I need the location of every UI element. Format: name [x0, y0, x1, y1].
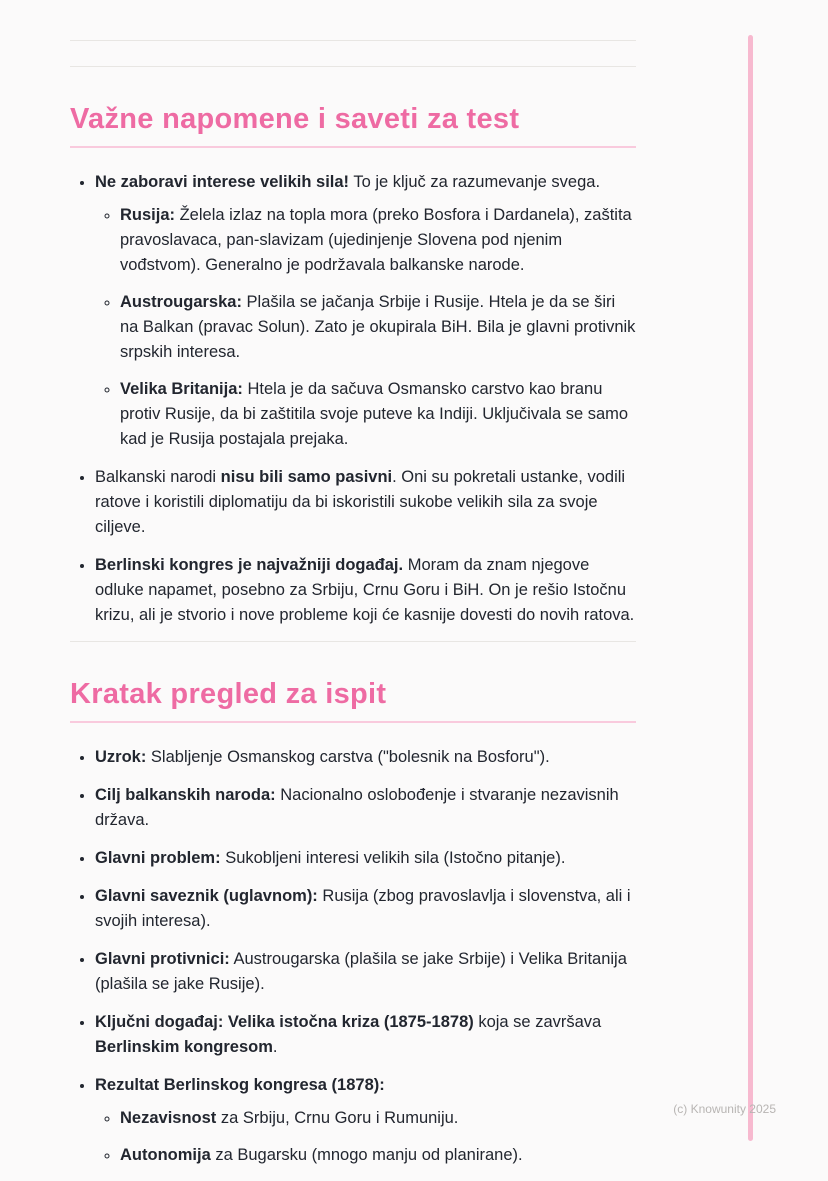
list-item-text: ◦ Nezavisnost za Srbiju, Crnu Goru i Rumuniju.	[120, 1109, 459, 1127]
section-divider	[70, 641, 636, 642]
section-summary	[70, 677, 636, 1168]
list-item-text: • Balkanski narodi nisu bili samo pasivni. Oni su pokretali ustanke, vodili ratove i koristili diplomatiju da bi iskoristili sukobe velikih sila za svoje ciljeve.	[95, 468, 626, 536]
list-item-text: • Ne zaboravi interese velikih sila! To je ključ za razumevanje svega.	[95, 173, 601, 191]
list-item	[95, 846, 636, 871]
sub-list-item	[120, 290, 636, 365]
list-item-text: ◦ Austrougarska: Plašila se jačanja Srbije i Rusije. Htela je da se širi na Balkan (pravac Solun). Zato je okupirala BiH. Bila je glavni protivnik srpskih interesa.	[120, 293, 636, 361]
list-item	[95, 1073, 636, 1168]
title-underline	[70, 721, 636, 723]
sub-list	[95, 1106, 636, 1168]
list-item-text: • Rezultat Berlinskog kongresa (1878):	[95, 1076, 385, 1094]
summary-list	[70, 745, 636, 1168]
list-item-text: • Glavni problem: Sukobljeni interesi velikih sila (Istočno pitanje).	[95, 849, 566, 867]
list-item	[95, 465, 636, 540]
list-item-text: • Uzrok: Slabljenje Osmanskog carstva ("bolesnik na Bosforu").	[95, 748, 550, 766]
title-underline	[70, 146, 636, 148]
list-item	[95, 1010, 636, 1060]
section-title-notes: Važne napomene i saveti za test	[70, 103, 520, 135]
sub-list-item	[120, 1106, 636, 1131]
list-item	[95, 947, 636, 997]
list-item	[95, 783, 636, 833]
list-item-text: • Berlinski kongres je najvažniji događaj. Moram da znam njegove odluke napamet, posebno za Srbiju, Crnu Goru i BiH. On je rešio Istočnu krizu, ali je stvorio i nove probleme koji će kasnije dovesti do novih ratova.	[95, 556, 635, 624]
list-item-text: ◦ Velika Britanija: Htela je da sačuva Osmansko carstvo kao branu protiv Rusije, da bi zaštitila svoje puteve ka Indiji. Uključivala se samo kad je Rusija postajala prejaka.	[120, 380, 629, 448]
sub-list-item	[120, 203, 636, 278]
document-page	[70, 0, 636, 1181]
section-title-summary: Kratak pregled za ispit	[70, 678, 387, 710]
list-item	[95, 553, 636, 628]
list-item-text: • Glavni saveznik (uglavnom): Rusija (zbog pravoslavlja i slovenstva, ali i svojih interesa).	[95, 887, 631, 930]
list-item	[95, 170, 636, 452]
list-item-text: • Glavni protivnici: Austrougarska (plašila se jake Srbije) i Velika Britanija (plašila se jake Rusije).	[95, 950, 627, 993]
list-item-text: • Cilj balkanskih naroda: Nacionalno oslobođenje i stvaranje nezavisnih država.	[95, 786, 619, 829]
sub-list	[95, 203, 636, 452]
notes-list	[70, 170, 636, 628]
sub-list-item	[120, 1143, 636, 1168]
top-divider-2	[70, 66, 636, 67]
list-item-text: ◦ Autonomija za Bugarsku (mnogo manju od planirane).	[120, 1146, 523, 1164]
side-accent-line	[748, 35, 753, 1141]
section-notes	[70, 102, 636, 628]
top-divider	[70, 40, 636, 41]
list-item	[95, 745, 636, 770]
sub-list-item	[120, 377, 636, 452]
copyright: (c) Knowunity 2025	[673, 1102, 776, 1116]
list-item	[95, 884, 636, 934]
list-item-text: ◦ Rusija: Želela izlaz na topla mora (preko Bosfora i Dardanela), zaštita pravoslavaca, pan-slavizam (ujedinjenje Slovena pod njenim vođstvom). Generalno je podržavala balkanske narode.	[120, 206, 632, 274]
list-item-text: • Ključni događaj: Velika istočna kriza (1875-1878) koja se završava Berlinskim kongresom.	[95, 1013, 602, 1056]
